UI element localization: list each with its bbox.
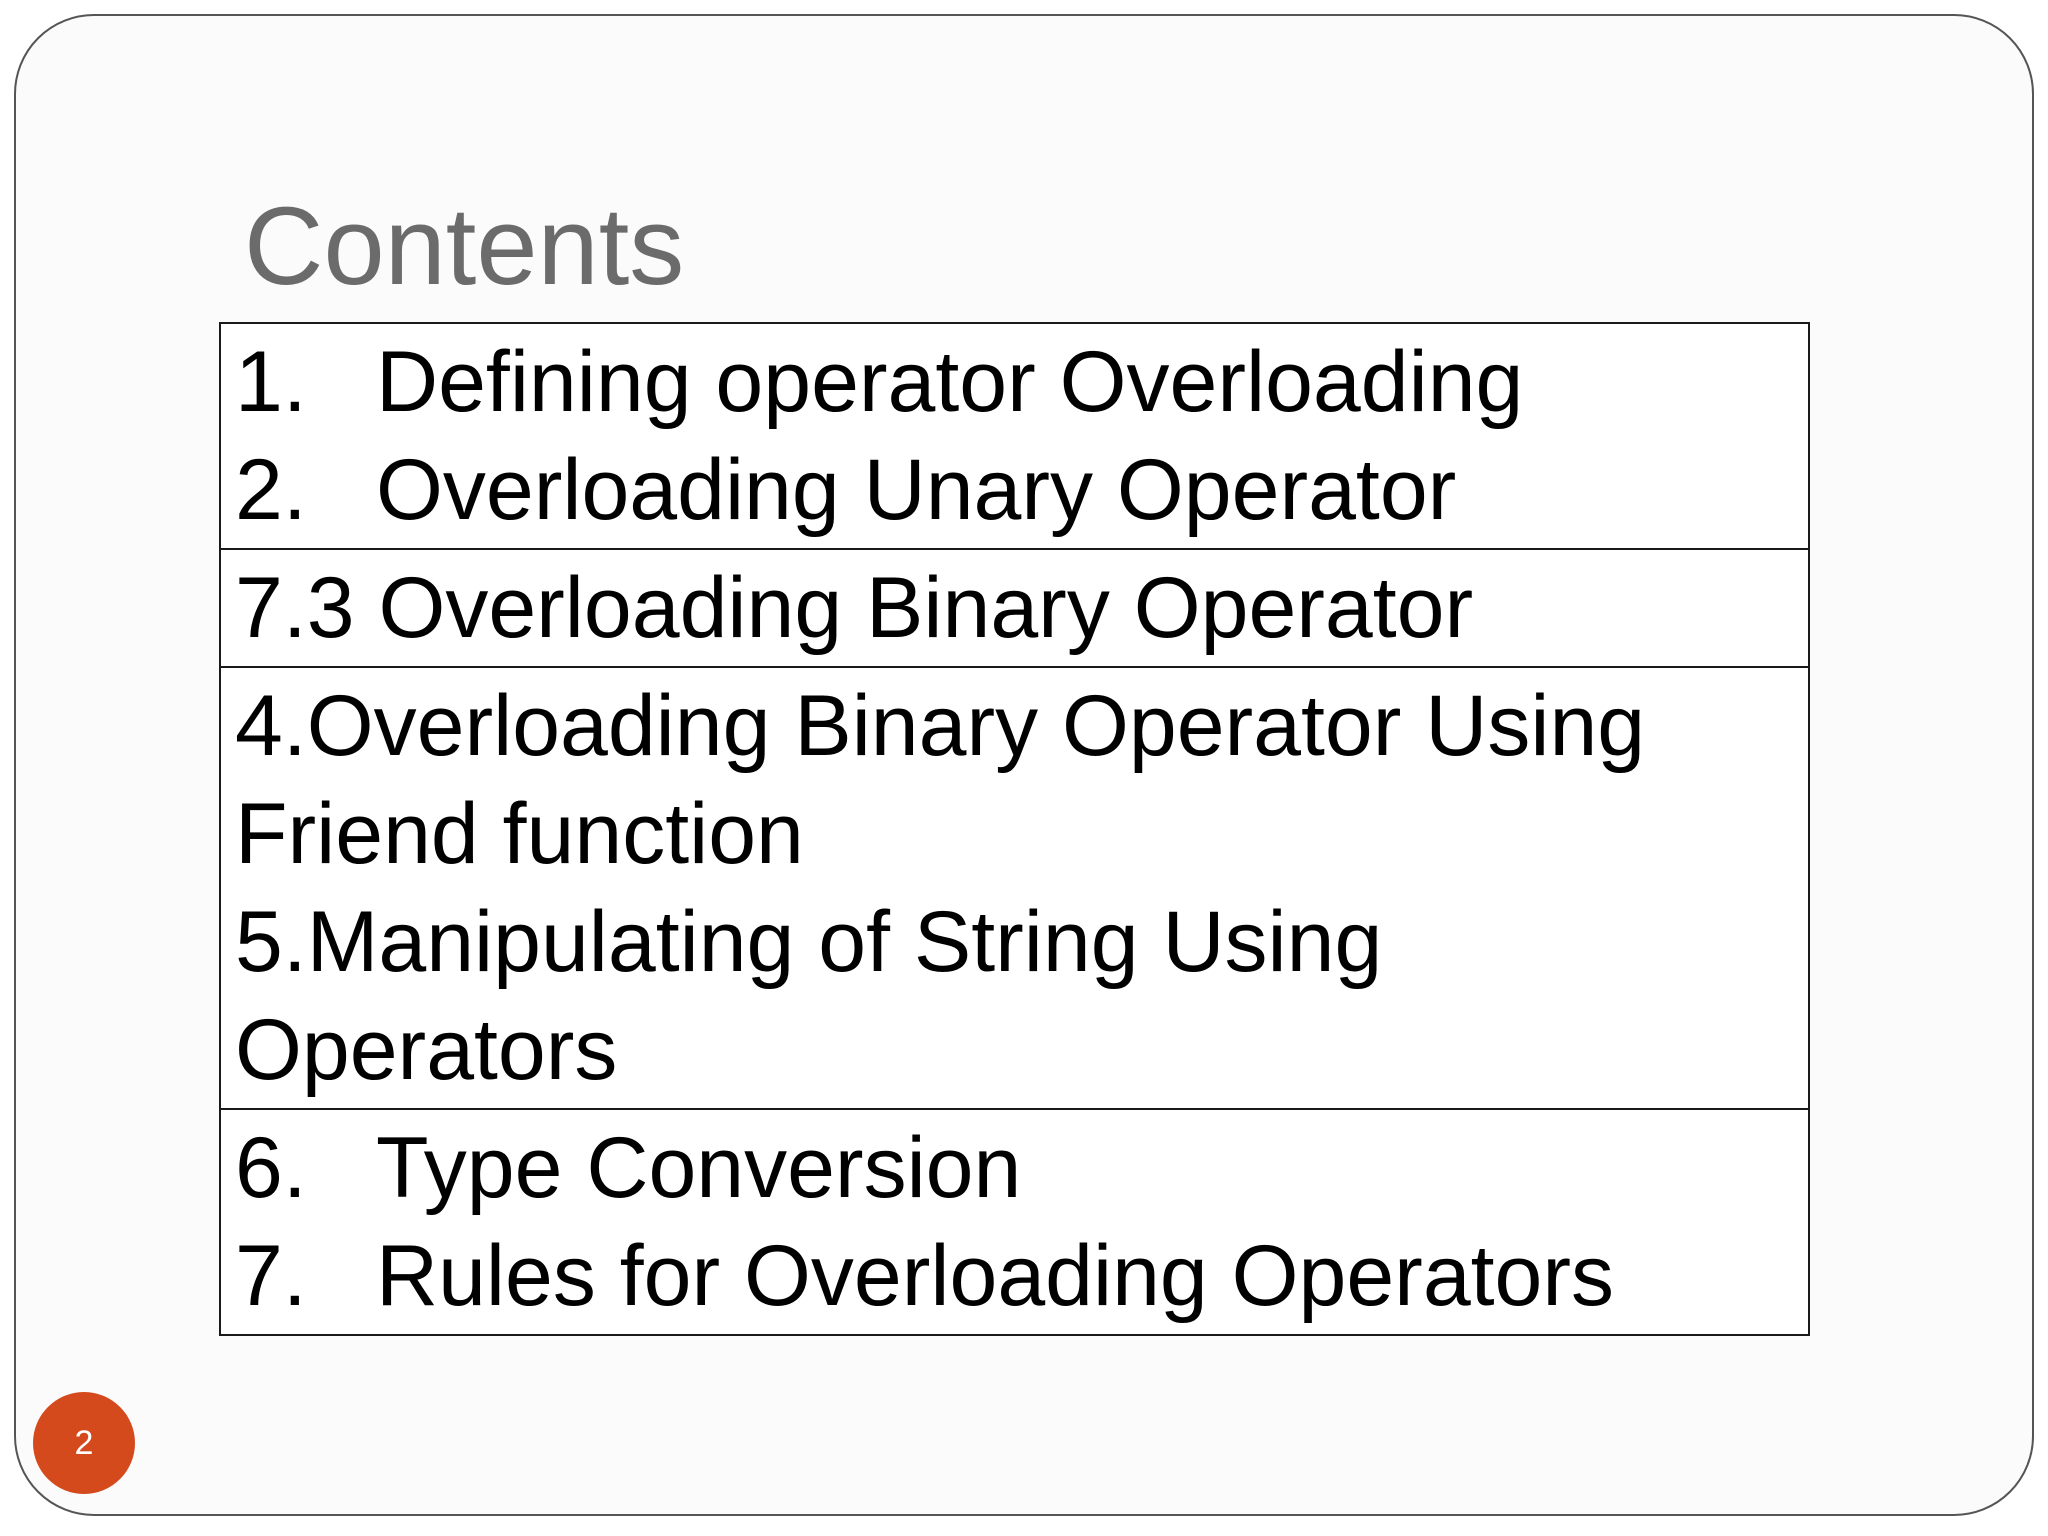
contents-line: Friend function [235, 786, 804, 882]
item-text: Type Conversion [376, 1120, 1022, 1216]
item-text: Overloading Unary Operator [376, 442, 1457, 538]
item-number: 7. [235, 1228, 307, 1324]
item-number: 6. [235, 1120, 307, 1216]
contents-item [235, 328, 1794, 436]
slide-number-badge: 2 [33, 1392, 135, 1494]
item-number: 1. [235, 334, 307, 430]
contents-line: Operators [235, 1002, 618, 1098]
contents-cell-4 [221, 1108, 1808, 1334]
slide-title: Contents [244, 185, 685, 308]
slide-frame [14, 14, 2034, 1516]
contents-item [235, 1114, 1794, 1222]
contents-item [235, 436, 1794, 544]
contents-item [235, 1222, 1794, 1330]
contents-line: 5.Manipulating of String Using [235, 894, 1383, 990]
contents-line: 7.3 Overloading Binary Operator [235, 560, 1474, 656]
contents-cell-1 [221, 324, 1808, 548]
item-text: Rules for Overloading Operators [376, 1228, 1615, 1324]
item-text: Defining operator Overloading [376, 334, 1524, 430]
contents-table [219, 322, 1810, 1336]
item-number: 2. [235, 442, 307, 538]
contents-cell-3 [221, 666, 1808, 1108]
contents-cell-2 [221, 548, 1808, 666]
contents-line: 4.Overloading Binary Operator Using [235, 678, 1646, 774]
